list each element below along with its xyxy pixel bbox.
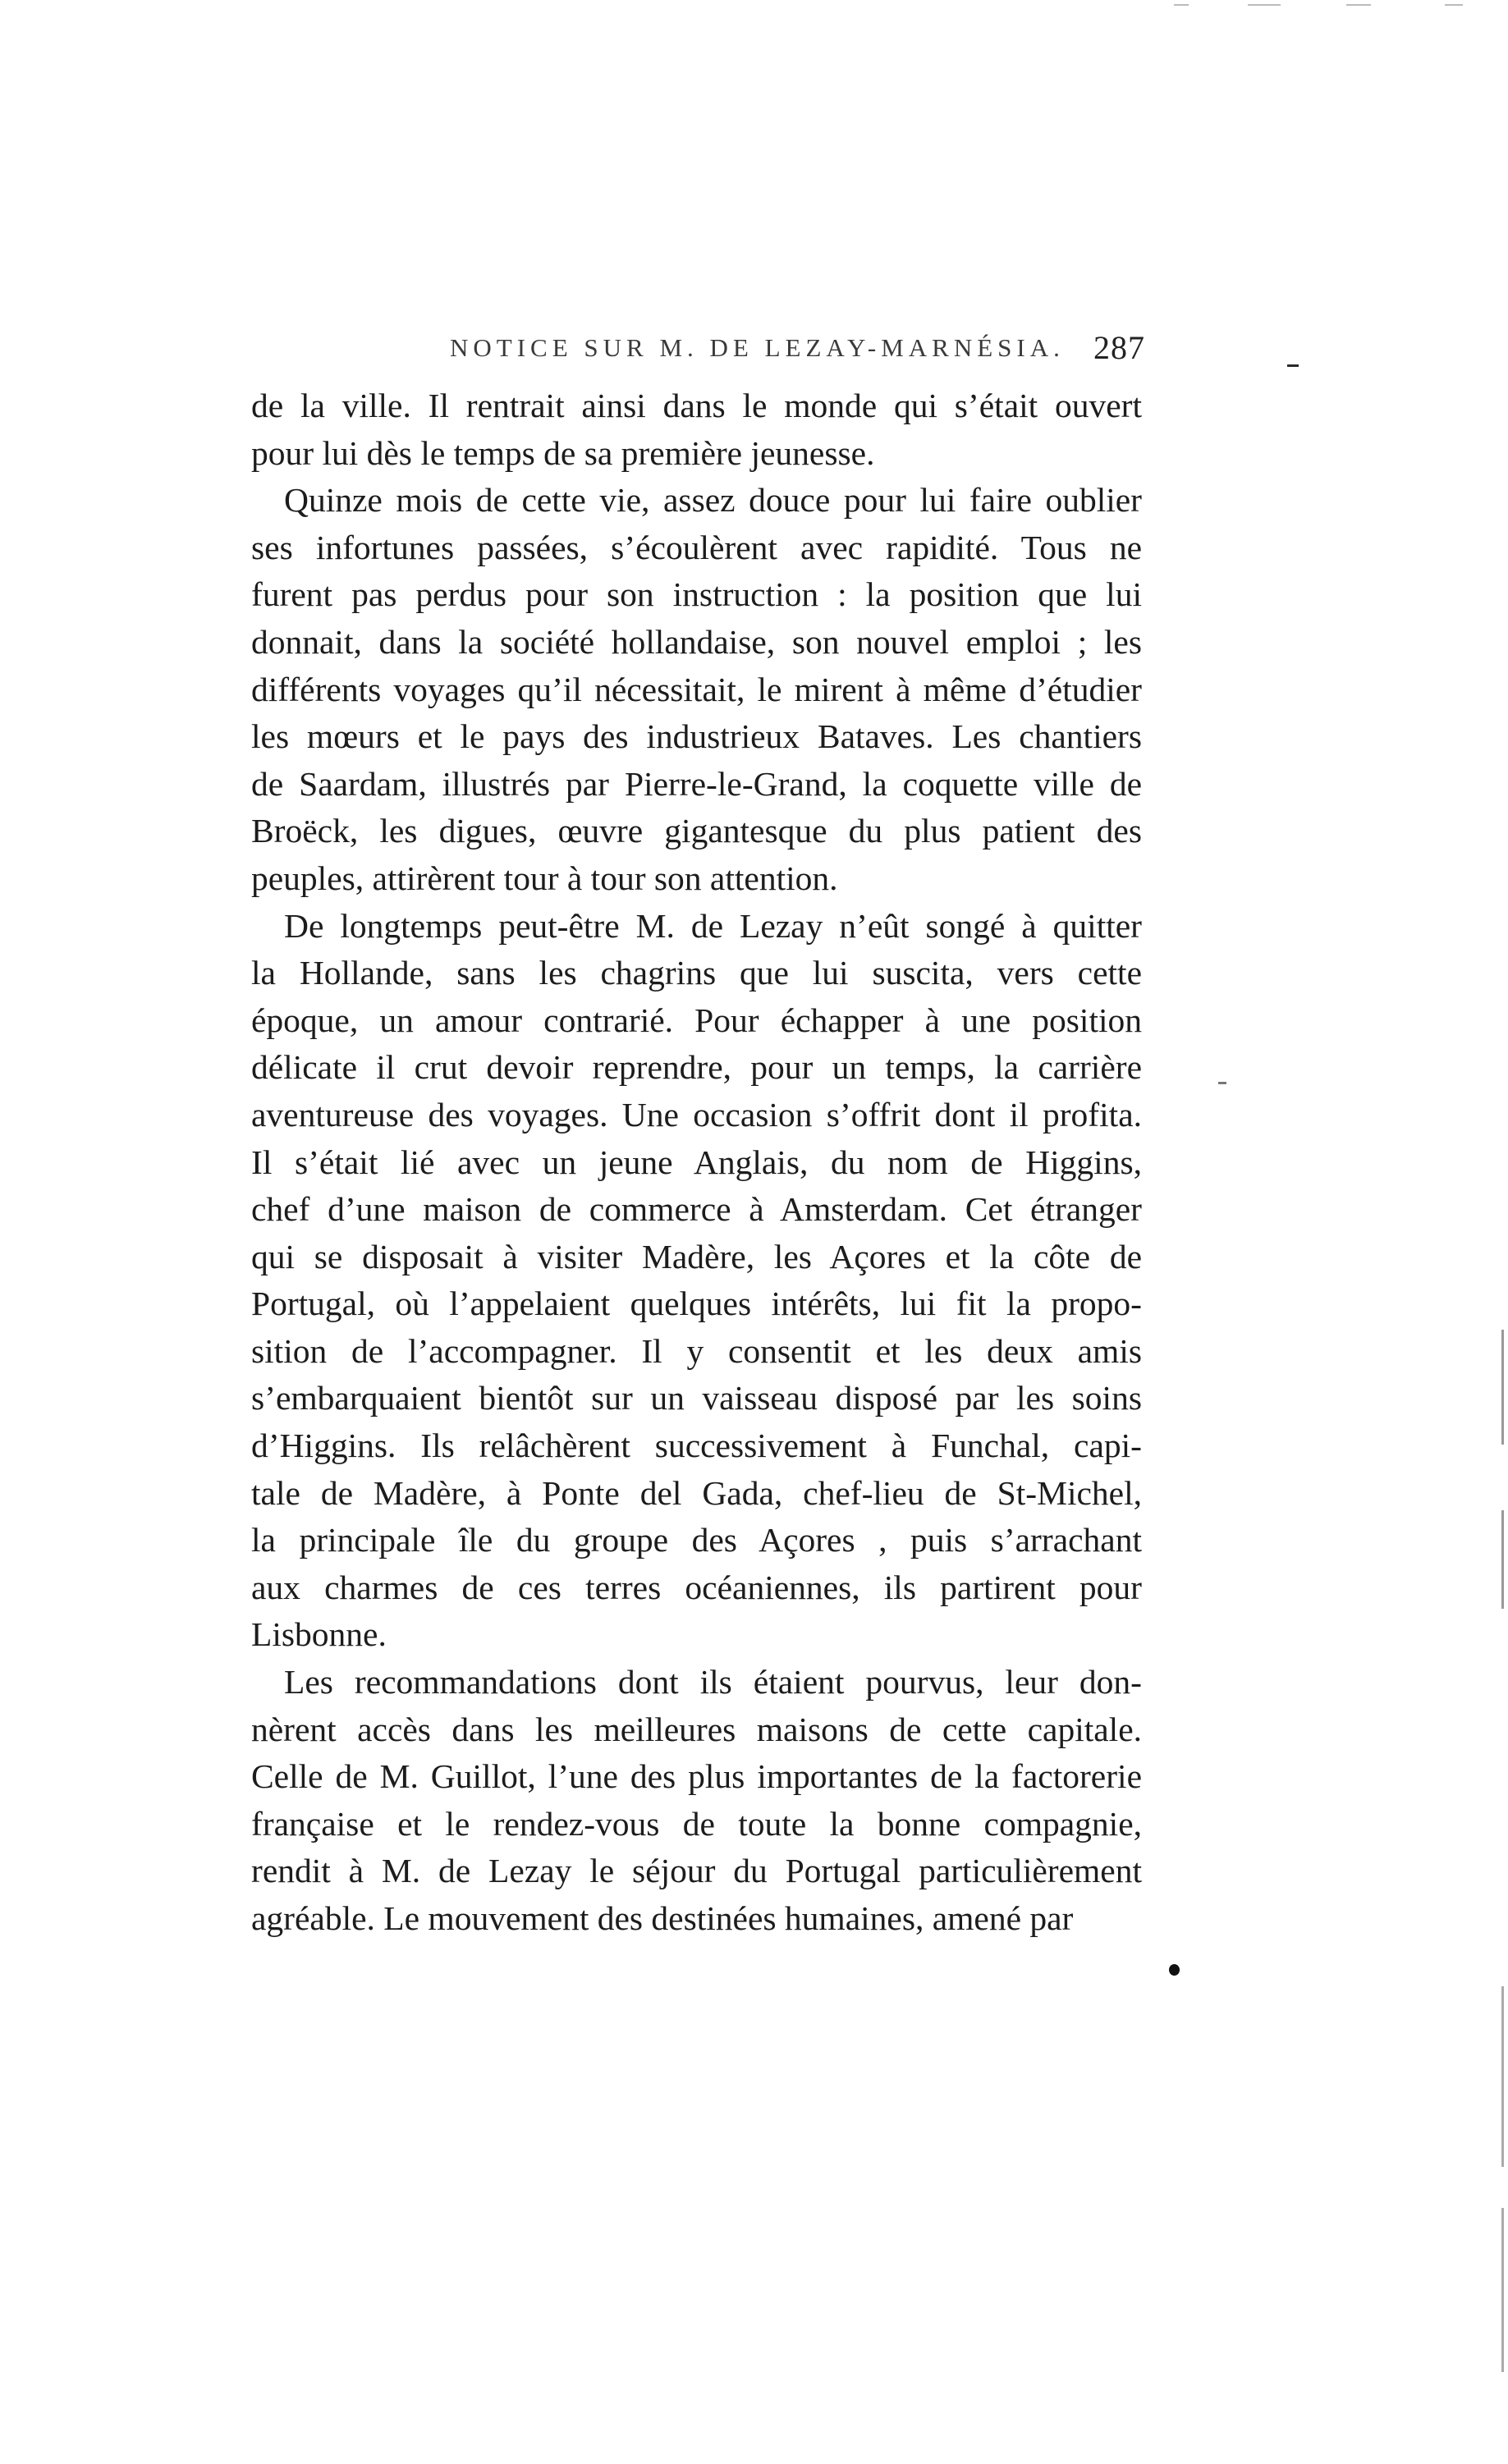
text-line: les mœurs et le pays des industrieux Bataves. Les chantiers [251,717,1142,756]
text-line: aux charmes de ces terres océaniennes, ils partirent pour [251,1568,1142,1606]
text-line: aventureuse des voyages. Une occasion s’offrit dont il profita. [251,1095,1142,1134]
text-line: pour lui dès le temps de sa première jeunesse. [251,433,875,472]
text-line: tale de Madère, à Ponte del Gada, chef-lieu de St-Michel, [251,1473,1142,1512]
text-line: la principale île du groupe des Açores , puis s’arrachant [251,1521,1142,1559]
text-line: la Hollande, sans les chagrins que lui suscita, vers cette [251,954,1142,992]
margin-dash-mark [1218,1082,1226,1084]
margin-dash-mark [1445,4,1463,6]
margin-rule-mark [1501,1510,1504,1609]
text-line: époque, un amour contrarié. Pour échapper à une position [251,1001,1142,1039]
text-line: de Saardam, illustrés par Pierre-le-Grand, la coquette ville de [251,764,1142,803]
text-line: Il s’était lié avec un jeune Anglais, du nom de Higgins, [251,1143,1142,1181]
text-line: ses infortunes passées, s’écoulèrent avec rapidité. Tous ne [251,528,1142,566]
text-line: Les recommandations dont ils étaient pourvus, leur don- [284,1663,1142,1701]
text-line: Quinze mois de cette vie, assez douce pour lui faire oublier [284,481,1142,520]
text-line: peuples, attirèrent tour à tour son attention. [251,859,838,897]
text-line: donnait, dans la société hollandaise, son nouvel emploi ; les [251,622,1142,661]
text-line: s’embarquaient bientôt sur un vaisseau disposé par les soins [251,1379,1142,1417]
margin-rule-mark [1501,1986,1504,2167]
text-line: de la ville. Il rentrait ainsi dans le monde qui s’était ouvert [251,387,1142,424]
page-number: 287 [1093,329,1145,366]
margin-ink-dot [1169,1964,1180,1976]
text-line: qui se disposait à visiter Madère, les Açores et la côte de [251,1237,1142,1276]
text-line: Lisbonne. [251,1615,387,1654]
text-line: différents voyages qu’il nécessitait, le mirent à même d’étudier [251,670,1142,708]
margin-rule-mark [1501,1330,1504,1445]
text-line: délicate il crut devoir reprendre, pour un temps, la carrière [251,1048,1142,1087]
text-line: sition de l’accompagner. Il y consentit et les deux amis [251,1331,1142,1370]
running-head [246,328,1145,371]
margin-dash-mark [1174,4,1189,6]
text-line: De longtemps peut-être M. de Lezay n’eût songé à quitter [284,906,1142,945]
margin-dash-mark [1346,4,1371,6]
text-line: Broëck, les digues, œuvre gigantesque du plus patient des [251,812,1142,850]
margin-rule-mark [1501,2208,1504,2372]
text-line: d’Higgins. Ils relâchèrent successivement à Funchal, capi- [251,1427,1142,1465]
text-line: chef d’une maison de commerce à Amsterdam. Cet étranger [251,1190,1142,1229]
margin-dash-mark [1287,364,1299,367]
text-line: française et le rendez-vous de toute la bonne compagnie, [251,1804,1142,1843]
text-line: furent pas perdus pour son instruction : la position que lui [251,575,1142,614]
text-line: rendit à M. de Lezay le séjour du Portugal particulièrement [251,1852,1142,1890]
text-line: Portugal, où l’appelaient quelques intérêts, lui fit la propo- [251,1285,1142,1323]
text-line: agréable. Le mouvement des destinées humaines, amené par [251,1899,1074,1937]
text-line: Celle de M. Guillot, l’une des plus importantes de la factorerie [251,1757,1142,1796]
text-line: nèrent accès dans les meilleures maisons de cette capitale. [251,1710,1142,1748]
running-head-title: NOTICE SUR M. DE LEZAY-MARNÉSIA. [450,333,1065,362]
margin-dash-mark [1248,4,1281,6]
body-text [251,382,1142,1943]
